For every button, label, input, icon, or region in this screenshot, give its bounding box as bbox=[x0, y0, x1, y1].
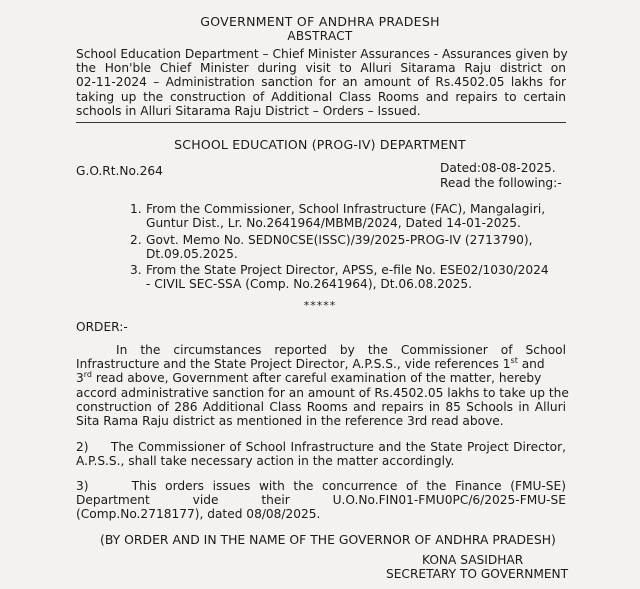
paragraph-line: A.P.S.S., shall take necessary action in the matter accordingly. bbox=[76, 454, 455, 469]
paragraph-line: Department vide their U.O.No.FIN01-FMU0PC/6/2025-FMU-SE bbox=[76, 493, 566, 508]
abstract-line: 02-11-2024 – Administration sanction for an amount of Rs.4502.05 lakhs for bbox=[76, 75, 566, 90]
reference-line: From the State Project Director, APSS, e-file No. ESE02/1030/2024 bbox=[146, 263, 549, 277]
abstract-line: School Education Department – Chief Minister Assurances - Assurances given by bbox=[76, 47, 568, 61]
order-label: ORDER:- bbox=[76, 320, 128, 334]
paragraph-line: In the circumstances reported by the Commissioner of School bbox=[116, 343, 566, 357]
reference-number: 2. bbox=[130, 233, 142, 247]
reference-number: 3. bbox=[130, 263, 142, 277]
abstract-line: schools in Alluri Sitarama Raju District – Orders – Issued. bbox=[76, 103, 421, 118]
reference-line: Govt. Memo No. SEDN0CSE(ISSC)/39/2025-PROG-IV (2713790), bbox=[146, 233, 533, 247]
order-paragraph-1 bbox=[76, 343, 569, 429]
go-number: G.O.Rt.No.264 bbox=[76, 164, 163, 178]
stars-separator: ***** bbox=[303, 299, 337, 312]
reference-line: From the Commissioner, School Infrastructure (FAC), Mangalagiri, bbox=[146, 202, 546, 216]
signatory-name: KONA SASIDHAR bbox=[422, 553, 524, 567]
order-paragraph-2 bbox=[76, 440, 566, 468]
reference-line: Guntur Dist., Lr. No.2641964/MBMB/2024, Dated 14-01-2025. bbox=[146, 216, 521, 230]
reference-line: Dt.09.05.2025. bbox=[146, 247, 238, 261]
department-heading: SCHOOL EDUCATION (PROG-IV) DEPARTMENT bbox=[174, 137, 466, 152]
signatory-title: SECRETARY TO GOVERNMENT bbox=[386, 567, 569, 581]
paragraph-line: 2) The Commissioner of School Infrastructure and the State Project Director, bbox=[76, 440, 566, 454]
paragraph-line: (Comp.No.2718177), dated 08/08/2025. bbox=[76, 507, 321, 522]
abstract-divider bbox=[76, 122, 566, 123]
closing-line: (BY ORDER AND IN THE NAME OF THE GOVERNOR OF ANDHRA PRADESH) bbox=[100, 532, 556, 547]
paragraph-line: accord administrative sanction for an amount of Rs.4502.05 lakhs to take up the bbox=[76, 385, 569, 400]
reference-number: 1. bbox=[130, 202, 142, 216]
abstract-heading: ABSTRACT bbox=[287, 29, 353, 43]
reference-line: - CIVIL SEC-SSA (Comp. No.2641964), Dt.06.08.2025. bbox=[146, 277, 473, 291]
paragraph-line: Infrastructure and the State Project Director, A.P.S.S., vide references 1st and bbox=[76, 356, 545, 372]
abstract-line: the Hon'ble Chief Minister during visit to Alluri Sitarama Raju district on bbox=[76, 61, 566, 76]
dated: Dated:08-08-2025. bbox=[440, 161, 556, 175]
read-following: Read the following:- bbox=[440, 176, 562, 190]
abstract-text bbox=[76, 47, 566, 118]
paragraph-line: construction of 286 Additional Class Rooms and repairs in 85 Schools in Alluri bbox=[76, 399, 566, 414]
paragraph-line: 3) This orders issues with the concurrence of the Finance (FMU-SE) bbox=[76, 479, 566, 493]
abstract-line: taking up the construction of Additional Class Rooms and repairs to certain bbox=[76, 89, 566, 104]
government-heading: GOVERNMENT OF ANDHRA PRADESH bbox=[200, 14, 440, 29]
paragraph-line: Sita Rama Raju district as mentioned in the reference 3rd read above. bbox=[76, 414, 504, 429]
order-paragraph-3 bbox=[76, 479, 566, 522]
paragraph-line: 3rd read above, Government after careful examination of the matter, hereby bbox=[76, 370, 542, 386]
